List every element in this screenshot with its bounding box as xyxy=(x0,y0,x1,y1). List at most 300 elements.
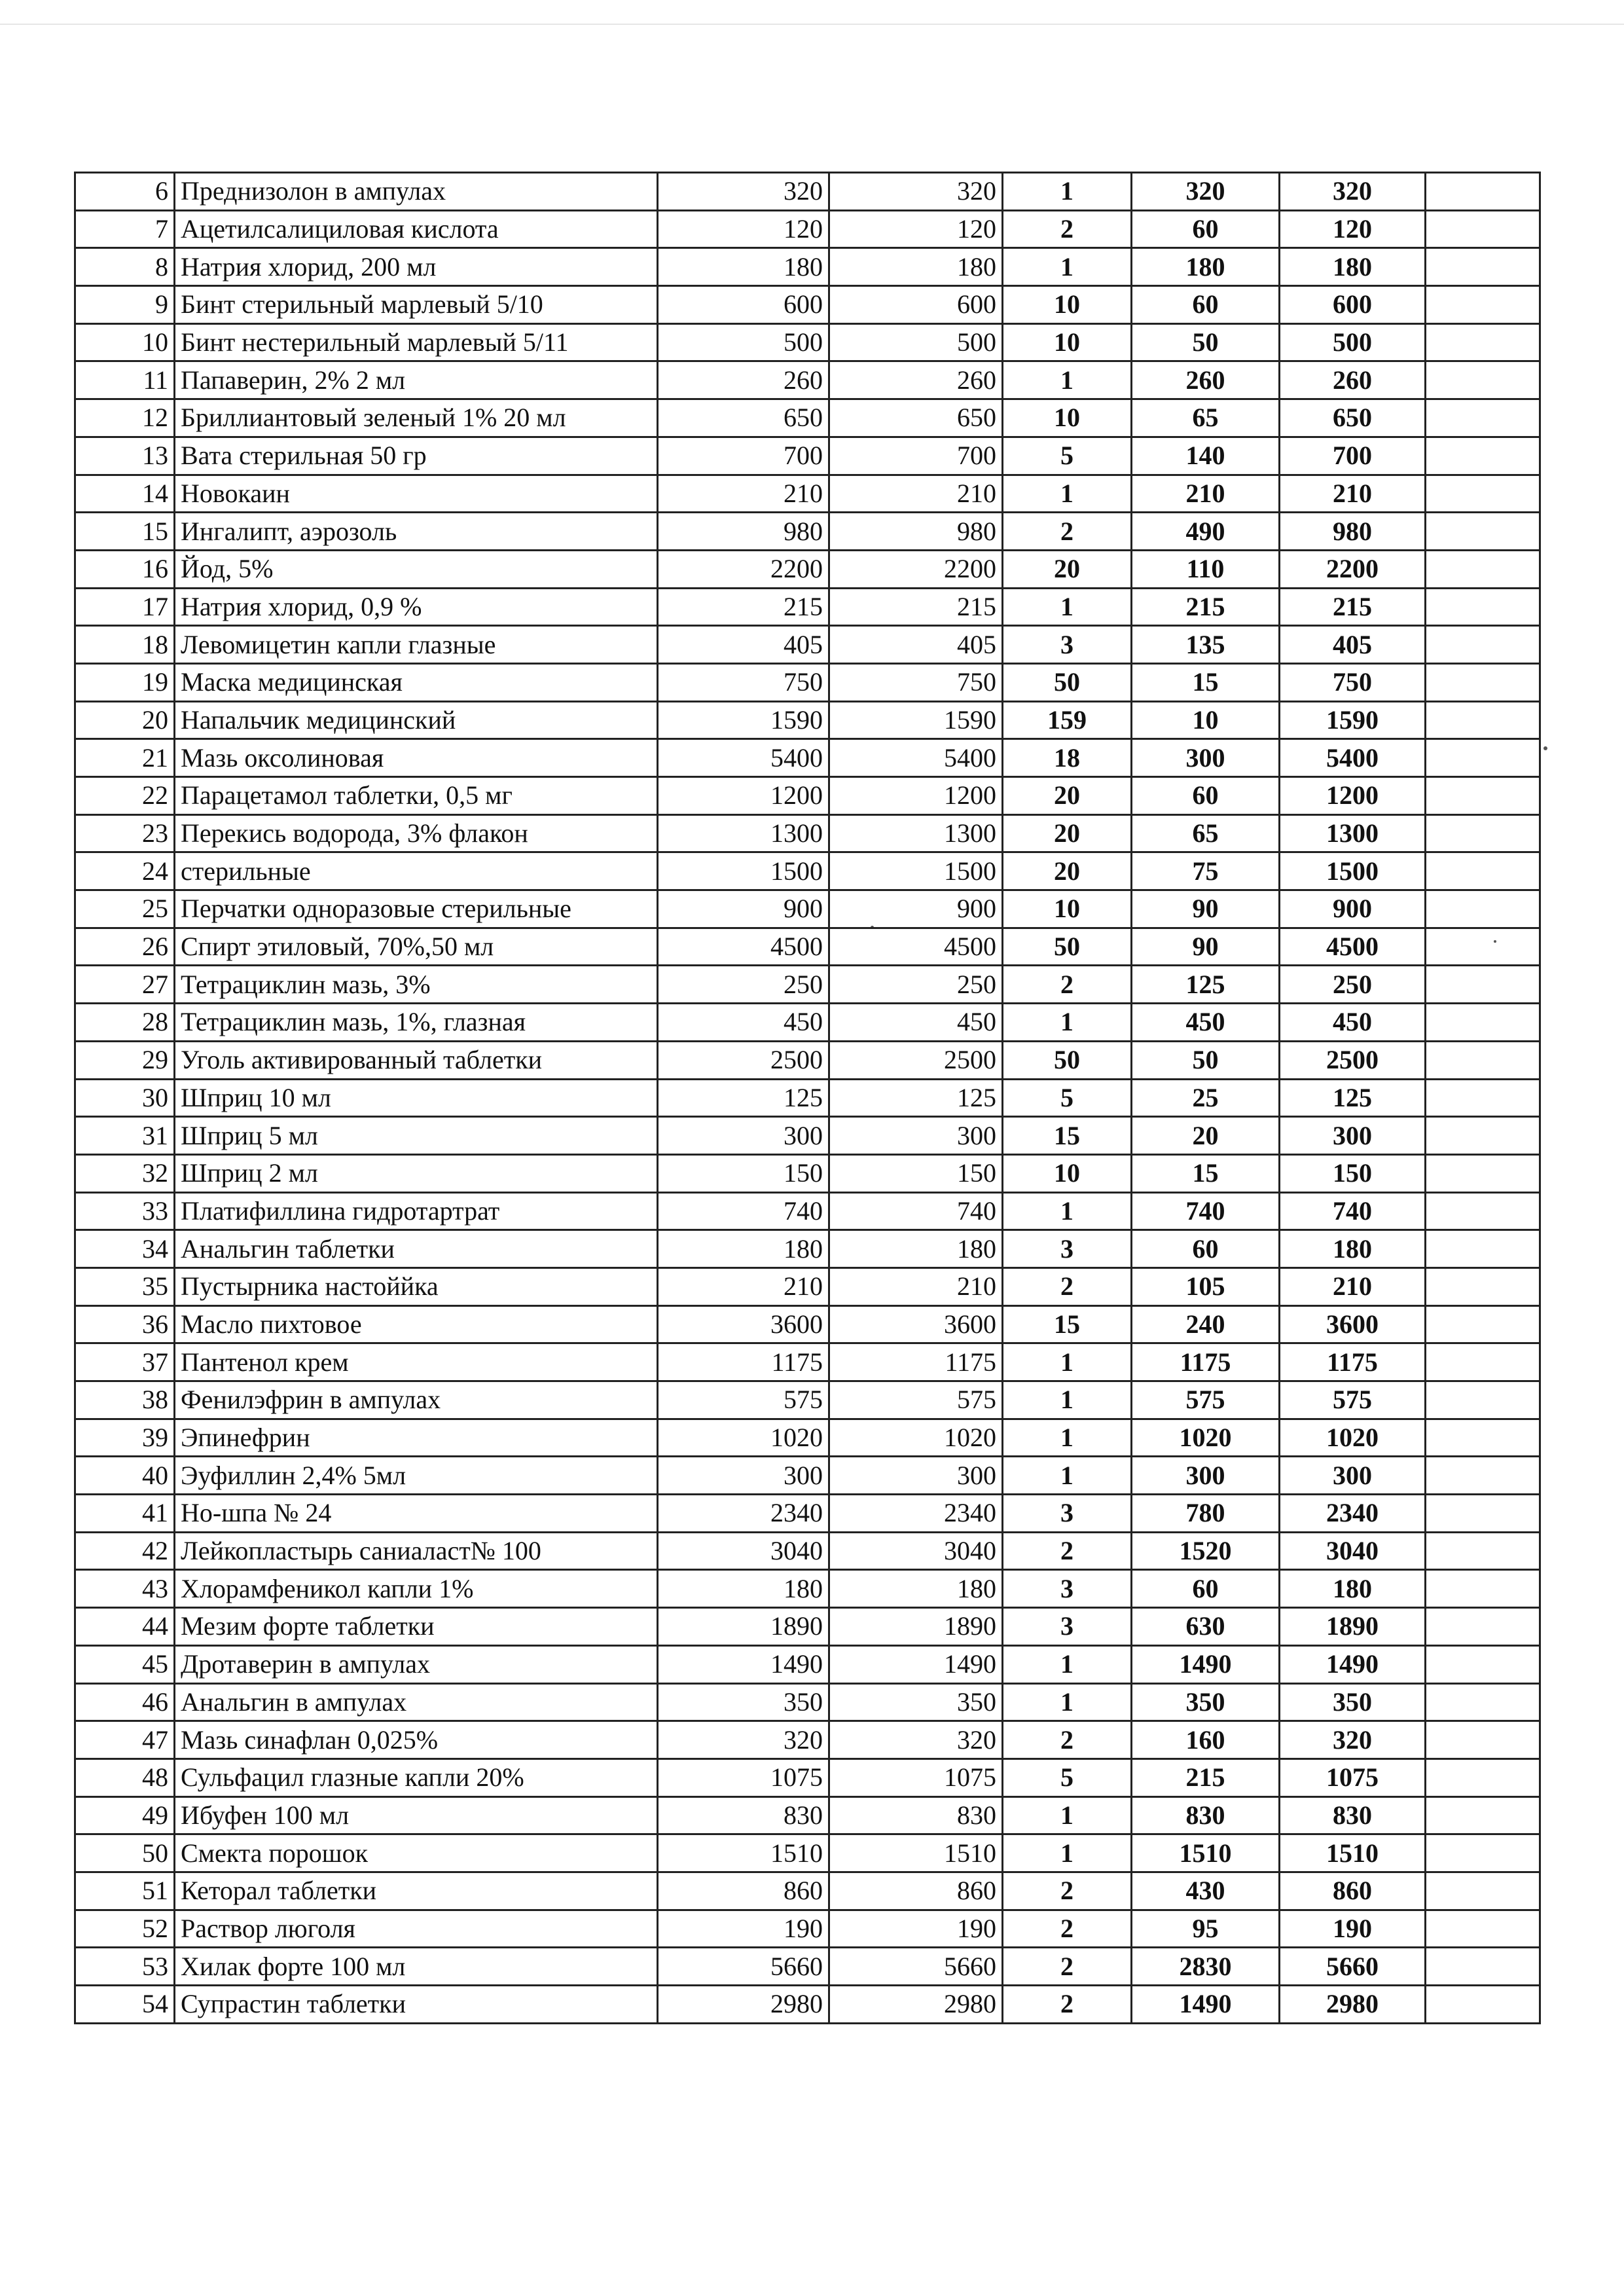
row-number: 36 xyxy=(75,1305,175,1343)
unit-price-cell: 50 xyxy=(1132,323,1280,361)
amount-cell: 1510 xyxy=(658,1834,829,1872)
total-cell: 300 xyxy=(1280,1457,1426,1495)
row-number: 53 xyxy=(75,1948,175,1986)
item-name: Папаверин, 2% 2 мл xyxy=(175,361,658,399)
item-name: Смекта порошок xyxy=(175,1834,658,1872)
item-name: Левомицетин капли глазные xyxy=(175,626,658,664)
table-row xyxy=(75,1381,1540,1419)
row-number: 31 xyxy=(75,1117,175,1155)
row-number: 10 xyxy=(75,323,175,361)
quantity-cell: 15 xyxy=(1003,1305,1132,1343)
unit-price-cell: 2830 xyxy=(1132,1948,1280,1986)
quantity-cell: 1 xyxy=(1003,1419,1132,1457)
amount-cell: 210 xyxy=(658,1267,829,1305)
amount-cell: 150 xyxy=(829,1154,1003,1192)
amount-cell: 860 xyxy=(658,1872,829,1910)
unit-price-cell: 300 xyxy=(1132,739,1280,777)
item-name: Пантенол крем xyxy=(175,1343,658,1381)
quantity-cell: 2 xyxy=(1003,1986,1132,2024)
amount-cell: 1590 xyxy=(829,701,1003,739)
row-number: 12 xyxy=(75,399,175,437)
unit-price-cell: 15 xyxy=(1132,1154,1280,1192)
amount-cell: 210 xyxy=(829,1267,1003,1305)
amount-cell: 215 xyxy=(658,588,829,626)
total-cell: 500 xyxy=(1280,323,1426,361)
total-cell: 5400 xyxy=(1280,739,1426,777)
quantity-cell: 10 xyxy=(1003,323,1132,361)
unit-price-cell: 135 xyxy=(1132,626,1280,664)
total-cell: 1590 xyxy=(1280,701,1426,739)
unit-price-cell: 240 xyxy=(1132,1305,1280,1343)
empty-cell xyxy=(1426,1758,1540,1796)
empty-cell xyxy=(1426,852,1540,890)
row-number: 14 xyxy=(75,475,175,513)
amount-cell: 1175 xyxy=(829,1343,1003,1381)
quantity-cell: 1 xyxy=(1003,1834,1132,1872)
empty-cell xyxy=(1426,1230,1540,1268)
total-cell: 250 xyxy=(1280,966,1426,1004)
table-row xyxy=(75,1419,1540,1457)
empty-cell xyxy=(1426,1570,1540,1608)
amount-cell: 320 xyxy=(829,1721,1003,1759)
empty-cell xyxy=(1426,248,1540,286)
total-cell: 210 xyxy=(1280,475,1426,513)
table-row xyxy=(75,1872,1540,1910)
item-name: Сульфацил глазные капли 20% xyxy=(175,1758,658,1796)
empty-cell xyxy=(1426,1986,1540,2024)
item-name: Анальгин таблетки xyxy=(175,1230,658,1268)
table-row xyxy=(75,1192,1540,1230)
unit-price-cell: 90 xyxy=(1132,928,1280,966)
amount-cell: 450 xyxy=(829,1004,1003,1042)
row-number: 26 xyxy=(75,928,175,966)
empty-cell xyxy=(1426,1079,1540,1117)
row-number: 45 xyxy=(75,1645,175,1683)
item-name: стерильные xyxy=(175,852,658,890)
total-cell: 650 xyxy=(1280,399,1426,437)
quantity-cell: 20 xyxy=(1003,814,1132,852)
total-cell: 2980 xyxy=(1280,1986,1426,2024)
quantity-cell: 2 xyxy=(1003,1948,1132,1986)
amount-cell: 1075 xyxy=(658,1758,829,1796)
amount-cell: 575 xyxy=(829,1381,1003,1419)
row-number: 24 xyxy=(75,852,175,890)
quantity-cell: 1 xyxy=(1003,475,1132,513)
amount-cell: 260 xyxy=(658,361,829,399)
amount-cell: 2980 xyxy=(829,1986,1003,2024)
row-number: 7 xyxy=(75,210,175,248)
unit-price-cell: 60 xyxy=(1132,777,1280,815)
total-cell: 180 xyxy=(1280,248,1426,286)
total-cell: 180 xyxy=(1280,1570,1426,1608)
unit-price-cell: 630 xyxy=(1132,1608,1280,1646)
row-number: 50 xyxy=(75,1834,175,1872)
total-cell: 2200 xyxy=(1280,550,1426,588)
amount-cell: 1300 xyxy=(658,814,829,852)
amount-cell: 900 xyxy=(658,890,829,928)
empty-cell xyxy=(1426,739,1540,777)
unit-price-cell: 15 xyxy=(1132,663,1280,701)
scan-edge-line xyxy=(0,24,1624,25)
amount-cell: 830 xyxy=(658,1796,829,1834)
row-number: 28 xyxy=(75,1004,175,1042)
table-row xyxy=(75,1267,1540,1305)
row-number: 13 xyxy=(75,437,175,475)
amount-cell: 1490 xyxy=(658,1645,829,1683)
item-name: Йод, 5% xyxy=(175,550,658,588)
amount-cell: 2200 xyxy=(658,550,829,588)
quantity-cell: 159 xyxy=(1003,701,1132,739)
quantity-cell: 3 xyxy=(1003,1495,1132,1533)
quantity-cell: 1 xyxy=(1003,1381,1132,1419)
empty-cell xyxy=(1426,1192,1540,1230)
unit-price-cell: 140 xyxy=(1132,437,1280,475)
unit-price-cell: 490 xyxy=(1132,513,1280,551)
item-name: Эпинефрин xyxy=(175,1419,658,1457)
row-number: 16 xyxy=(75,550,175,588)
unit-price-cell: 75 xyxy=(1132,852,1280,890)
amount-cell: 3600 xyxy=(829,1305,1003,1343)
table-row xyxy=(75,1834,1540,1872)
total-cell: 150 xyxy=(1280,1154,1426,1192)
item-name: Шприц 5 мл xyxy=(175,1117,658,1155)
row-number: 33 xyxy=(75,1192,175,1230)
total-cell: 1020 xyxy=(1280,1419,1426,1457)
quantity-cell: 2 xyxy=(1003,1267,1132,1305)
amount-cell: 700 xyxy=(658,437,829,475)
quantity-cell: 1 xyxy=(1003,1796,1132,1834)
amount-cell: 980 xyxy=(829,513,1003,551)
quantity-cell: 1 xyxy=(1003,1683,1132,1721)
table-row xyxy=(75,1683,1540,1721)
total-cell: 320 xyxy=(1280,173,1426,211)
quantity-cell: 5 xyxy=(1003,1758,1132,1796)
total-cell: 860 xyxy=(1280,1872,1426,1910)
table-row xyxy=(75,777,1540,815)
amount-cell: 600 xyxy=(829,286,1003,324)
unit-price-cell: 320 xyxy=(1132,173,1280,211)
empty-cell xyxy=(1426,475,1540,513)
table-row xyxy=(75,437,1540,475)
amount-cell: 750 xyxy=(829,663,1003,701)
unit-price-cell: 300 xyxy=(1132,1457,1280,1495)
unit-price-cell: 350 xyxy=(1132,1683,1280,1721)
unit-price-cell: 65 xyxy=(1132,399,1280,437)
total-cell: 2500 xyxy=(1280,1041,1426,1079)
amount-cell: 2500 xyxy=(658,1041,829,1079)
item-name: Шприц 10 мл xyxy=(175,1079,658,1117)
unit-price-cell: 50 xyxy=(1132,1041,1280,1079)
item-name: Перекись водорода, 3% флакон xyxy=(175,814,658,852)
amount-cell: 3040 xyxy=(829,1532,1003,1570)
quantity-cell: 5 xyxy=(1003,437,1132,475)
table-row xyxy=(75,248,1540,286)
total-cell: 600 xyxy=(1280,286,1426,324)
row-number: 22 xyxy=(75,777,175,815)
table-row xyxy=(75,399,1540,437)
amount-cell: 1500 xyxy=(658,852,829,890)
total-cell: 450 xyxy=(1280,1004,1426,1042)
item-name: Парацетамол таблетки, 0,5 мг xyxy=(175,777,658,815)
row-number: 47 xyxy=(75,1721,175,1759)
amount-cell: 1500 xyxy=(829,852,1003,890)
item-name: Напальчик медицинский xyxy=(175,701,658,739)
amount-cell: 2340 xyxy=(658,1495,829,1533)
total-cell: 260 xyxy=(1280,361,1426,399)
amount-cell: 1075 xyxy=(829,1758,1003,1796)
table-row xyxy=(75,1570,1540,1608)
table-row xyxy=(75,1079,1540,1117)
row-number: 42 xyxy=(75,1532,175,1570)
amount-cell: 180 xyxy=(829,1570,1003,1608)
quantity-cell: 1 xyxy=(1003,1645,1132,1683)
unit-price-cell: 215 xyxy=(1132,588,1280,626)
unit-price-cell: 1520 xyxy=(1132,1532,1280,1570)
row-number: 44 xyxy=(75,1608,175,1646)
total-cell: 300 xyxy=(1280,1117,1426,1155)
amount-cell: 500 xyxy=(829,323,1003,361)
table-row xyxy=(75,966,1540,1004)
amount-cell: 250 xyxy=(658,966,829,1004)
empty-cell xyxy=(1426,1872,1540,1910)
amount-cell: 2200 xyxy=(829,550,1003,588)
amount-cell: 320 xyxy=(658,173,829,211)
amount-cell: 210 xyxy=(658,475,829,513)
quantity-cell: 1 xyxy=(1003,1343,1132,1381)
item-name: Масло пихтовое xyxy=(175,1305,658,1343)
total-cell: 3040 xyxy=(1280,1532,1426,1570)
item-name: Натрия хлорид, 200 мл xyxy=(175,248,658,286)
quantity-cell: 50 xyxy=(1003,663,1132,701)
total-cell: 1890 xyxy=(1280,1608,1426,1646)
item-name: Тетрациклин мазь, 1%, глазная xyxy=(175,1004,658,1042)
table-row xyxy=(75,626,1540,664)
quantity-cell: 20 xyxy=(1003,777,1132,815)
quantity-cell: 20 xyxy=(1003,852,1132,890)
table-row xyxy=(75,1154,1540,1192)
total-cell: 190 xyxy=(1280,1910,1426,1948)
amount-cell: 1510 xyxy=(829,1834,1003,1872)
unit-price-cell: 215 xyxy=(1132,1758,1280,1796)
row-number: 46 xyxy=(75,1683,175,1721)
amount-cell: 190 xyxy=(829,1910,1003,1948)
empty-cell xyxy=(1426,210,1540,248)
amount-cell: 300 xyxy=(658,1117,829,1155)
empty-cell xyxy=(1426,1154,1540,1192)
empty-cell xyxy=(1426,1683,1540,1721)
quantity-cell: 1 xyxy=(1003,588,1132,626)
item-name: Супрастин таблетки xyxy=(175,1986,658,2024)
quantity-cell: 18 xyxy=(1003,739,1132,777)
total-cell: 215 xyxy=(1280,588,1426,626)
unit-price-cell: 1175 xyxy=(1132,1343,1280,1381)
quantity-cell: 3 xyxy=(1003,1230,1132,1268)
table-row xyxy=(75,1645,1540,1683)
amount-cell: 405 xyxy=(829,626,1003,664)
table-row xyxy=(75,814,1540,852)
empty-cell xyxy=(1426,890,1540,928)
empty-cell xyxy=(1426,1910,1540,1948)
unit-price-cell: 180 xyxy=(1132,248,1280,286)
empty-cell xyxy=(1426,437,1540,475)
row-number: 11 xyxy=(75,361,175,399)
amount-cell: 120 xyxy=(829,210,1003,248)
row-number: 37 xyxy=(75,1343,175,1381)
quantity-cell: 1 xyxy=(1003,1004,1132,1042)
item-name: Мазь оксолиновая xyxy=(175,739,658,777)
total-cell: 3600 xyxy=(1280,1305,1426,1343)
quantity-cell: 1 xyxy=(1003,1192,1132,1230)
table-row xyxy=(75,1041,1540,1079)
row-number: 6 xyxy=(75,173,175,211)
table-row xyxy=(75,663,1540,701)
row-number: 29 xyxy=(75,1041,175,1079)
table-row xyxy=(75,739,1540,777)
amount-cell: 750 xyxy=(658,663,829,701)
amount-cell: 1890 xyxy=(829,1608,1003,1646)
item-name: Мазь синафлан 0,025% xyxy=(175,1721,658,1759)
table-row xyxy=(75,475,1540,513)
amount-cell: 180 xyxy=(829,248,1003,286)
quantity-cell: 10 xyxy=(1003,399,1132,437)
table-row xyxy=(75,701,1540,739)
empty-cell xyxy=(1426,1117,1540,1155)
item-name: Анальгин в ампулах xyxy=(175,1683,658,1721)
row-number: 19 xyxy=(75,663,175,701)
row-number: 27 xyxy=(75,966,175,1004)
unit-price-cell: 60 xyxy=(1132,1570,1280,1608)
item-name: Бриллиантовый зеленый 1% 20 мл xyxy=(175,399,658,437)
amount-cell: 575 xyxy=(658,1381,829,1419)
table-row xyxy=(75,1758,1540,1796)
total-cell: 1175 xyxy=(1280,1343,1426,1381)
empty-cell xyxy=(1426,1457,1540,1495)
empty-cell xyxy=(1426,173,1540,211)
quantity-cell: 2 xyxy=(1003,513,1132,551)
amount-cell: 215 xyxy=(829,588,1003,626)
amount-cell: 150 xyxy=(658,1154,829,1192)
table-row xyxy=(75,1004,1540,1042)
quantity-cell: 1 xyxy=(1003,1457,1132,1495)
row-number: 8 xyxy=(75,248,175,286)
table-row xyxy=(75,1721,1540,1759)
quantity-cell: 15 xyxy=(1003,1117,1132,1155)
table-row xyxy=(75,323,1540,361)
row-number: 32 xyxy=(75,1154,175,1192)
item-name: Перчатки одноразовые стерильные xyxy=(175,890,658,928)
item-name: Маска медицинская xyxy=(175,663,658,701)
amount-cell: 3040 xyxy=(658,1532,829,1570)
item-name: Шприц 2 мл xyxy=(175,1154,658,1192)
unit-price-cell: 780 xyxy=(1132,1495,1280,1533)
row-number: 43 xyxy=(75,1570,175,1608)
item-name: Бинт стерильный марлевый 5/10 xyxy=(175,286,658,324)
empty-cell xyxy=(1426,966,1540,1004)
quantity-cell: 1 xyxy=(1003,361,1132,399)
unit-price-cell: 210 xyxy=(1132,475,1280,513)
empty-cell xyxy=(1426,1532,1540,1570)
amount-cell: 350 xyxy=(829,1683,1003,1721)
item-name: Спирт этиловый, 70%,50 мл xyxy=(175,928,658,966)
table-row xyxy=(75,1230,1540,1268)
table-row xyxy=(75,1117,1540,1155)
table-row xyxy=(75,1495,1540,1533)
scan-speck xyxy=(1543,746,1547,750)
amount-cell: 320 xyxy=(658,1721,829,1759)
row-number: 38 xyxy=(75,1381,175,1419)
amount-cell: 125 xyxy=(658,1079,829,1117)
unit-price-cell: 90 xyxy=(1132,890,1280,928)
amount-cell: 1200 xyxy=(829,777,1003,815)
total-cell: 700 xyxy=(1280,437,1426,475)
row-number: 25 xyxy=(75,890,175,928)
total-cell: 750 xyxy=(1280,663,1426,701)
total-cell: 1075 xyxy=(1280,1758,1426,1796)
amount-cell: 1020 xyxy=(829,1419,1003,1457)
amount-cell: 860 xyxy=(829,1872,1003,1910)
empty-cell xyxy=(1426,1645,1540,1683)
unit-price-cell: 830 xyxy=(1132,1796,1280,1834)
total-cell: 350 xyxy=(1280,1683,1426,1721)
row-number: 49 xyxy=(75,1796,175,1834)
empty-cell xyxy=(1426,1419,1540,1457)
unit-price-cell: 1490 xyxy=(1132,1645,1280,1683)
item-name: Пустырника настоййка xyxy=(175,1267,658,1305)
total-cell: 2340 xyxy=(1280,1495,1426,1533)
quantity-cell: 2 xyxy=(1003,966,1132,1004)
item-name: Хилак форте 100 мл xyxy=(175,1948,658,1986)
quantity-cell: 50 xyxy=(1003,1041,1132,1079)
amount-cell: 980 xyxy=(658,513,829,551)
amount-cell: 125 xyxy=(829,1079,1003,1117)
item-name: Раствор люголя xyxy=(175,1910,658,1948)
quantity-cell: 20 xyxy=(1003,550,1132,588)
empty-cell xyxy=(1426,1381,1540,1419)
amount-cell: 2980 xyxy=(658,1986,829,2024)
empty-cell xyxy=(1426,626,1540,664)
table-row xyxy=(75,1457,1540,1495)
row-number: 52 xyxy=(75,1910,175,1948)
amount-cell: 405 xyxy=(658,626,829,664)
quantity-cell: 10 xyxy=(1003,1154,1132,1192)
empty-cell xyxy=(1426,701,1540,739)
amount-cell: 1020 xyxy=(658,1419,829,1457)
quantity-cell: 5 xyxy=(1003,1079,1132,1117)
row-number: 15 xyxy=(75,513,175,551)
unit-price-cell: 105 xyxy=(1132,1267,1280,1305)
amount-cell: 1890 xyxy=(658,1608,829,1646)
unit-price-cell: 60 xyxy=(1132,210,1280,248)
row-number: 17 xyxy=(75,588,175,626)
item-name: Новокаин xyxy=(175,475,658,513)
item-name: Платифиллина гидротартрат xyxy=(175,1192,658,1230)
amount-cell: 180 xyxy=(658,1230,829,1268)
empty-cell xyxy=(1426,323,1540,361)
unit-price-cell: 110 xyxy=(1132,550,1280,588)
empty-cell xyxy=(1426,663,1540,701)
total-cell: 320 xyxy=(1280,1721,1426,1759)
unit-price-cell: 25 xyxy=(1132,1079,1280,1117)
item-name: Фенилэфрин в ампулах xyxy=(175,1381,658,1419)
unit-price-cell: 20 xyxy=(1132,1117,1280,1155)
unit-price-cell: 60 xyxy=(1132,286,1280,324)
empty-cell xyxy=(1426,928,1540,966)
row-number: 54 xyxy=(75,1986,175,2024)
item-name: Уголь активированный таблетки xyxy=(175,1041,658,1079)
unit-price-cell: 1490 xyxy=(1132,1986,1280,2024)
amount-cell: 350 xyxy=(658,1683,829,1721)
total-cell: 830 xyxy=(1280,1796,1426,1834)
